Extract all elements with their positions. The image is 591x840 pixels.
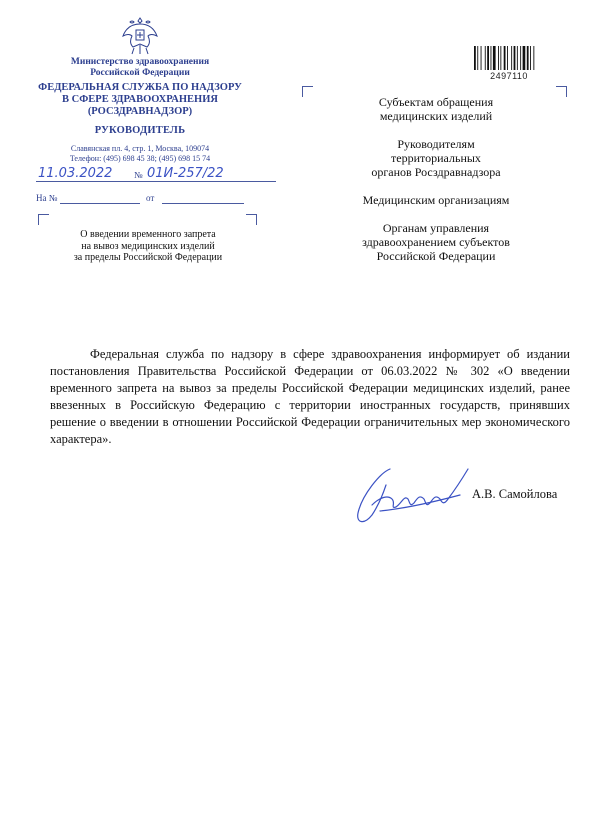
barcode-bar <box>507 46 508 70</box>
barcode-bar <box>523 46 526 70</box>
barcode-bar <box>498 46 499 70</box>
number-sign: № <box>134 170 143 180</box>
registration-number: 01И-257/22 <box>147 166 224 181</box>
recipient-group: Руководителям территориальных органов Росздравнадзора <box>371 137 501 179</box>
subject-bracket-left <box>38 214 49 225</box>
barcode-bar <box>504 46 506 70</box>
coat-of-arms-icon <box>120 14 160 58</box>
barcode-number: 2497110 <box>490 71 528 81</box>
barcode-bar <box>530 46 531 70</box>
recipients <box>318 95 554 277</box>
barcode-bar <box>517 46 518 70</box>
barcode-bar <box>514 46 516 70</box>
barcode-bar <box>474 46 476 70</box>
recipient-group: Субъектам обращения медицинских изделий <box>378 95 494 123</box>
recipient-group: Органам управления здравоохранением субъектов Российской Федерации <box>362 221 510 263</box>
head-title: РУКОВОДИТЕЛЬ <box>94 125 186 136</box>
reply-to-number-label: На № <box>36 193 58 203</box>
barcode-bar <box>511 46 512 70</box>
reply-date-line <box>162 203 244 204</box>
registration-underline <box>36 181 276 182</box>
barcode-bar <box>481 46 482 70</box>
barcode-bar <box>520 46 521 70</box>
address: Славянская пл. 4, стр. 1, Москва, 109074 Телефон: (495) 698 45 38; (495) 698 15 74 <box>69 144 211 163</box>
ministry-name: Министерство здравоохранения Российской Федерации <box>70 57 210 78</box>
reply-date-label: от <box>146 193 155 203</box>
recipient-group: Медицинским организациям <box>362 193 510 207</box>
handwritten-signature <box>350 455 490 535</box>
letter-body: Федеральная служба по надзору в сфере здравоохранения информирует об издании постановления Правительства Российской Федерации от 06.03.2022 № 302 «О введении временного запрета на вывоз за пределы Российской Федерации медицинских изделий, ранее ввезенных в Российскую Федерацию с территории иностранных государств, принявших решение о введении в отношении Российской Федерации ограничительных мер экономического характера». <box>50 347 570 446</box>
reply-number-line <box>60 203 140 204</box>
barcode-bar <box>487 46 489 70</box>
barcode <box>474 46 544 70</box>
barcode-bar <box>527 46 529 70</box>
subject: О введении временного запрета на вывоз медицинских изделий за пределы Российской Федерации <box>73 229 223 263</box>
barcode-bar <box>485 46 486 70</box>
signer-name: А.В. Самойлова <box>472 487 558 501</box>
recipient-bracket-right <box>556 86 567 97</box>
agency-name: ФЕДЕРАЛЬНАЯ СЛУЖБА ПО НАДЗОРУ В СФЕРЕ ЗДРАВООХРАНЕНИЯ (РОСЗДРАВНАДЗОР) <box>38 82 242 117</box>
barcode-bar <box>500 46 501 70</box>
barcode-bar <box>493 46 496 70</box>
barcode-bar <box>533 46 534 70</box>
subject-bracket-right <box>246 214 257 225</box>
barcode-bar <box>477 46 478 70</box>
recipient-bracket-left <box>302 86 313 97</box>
barcode-bar <box>491 46 492 70</box>
registration-date: 11.03.2022 <box>38 166 113 181</box>
